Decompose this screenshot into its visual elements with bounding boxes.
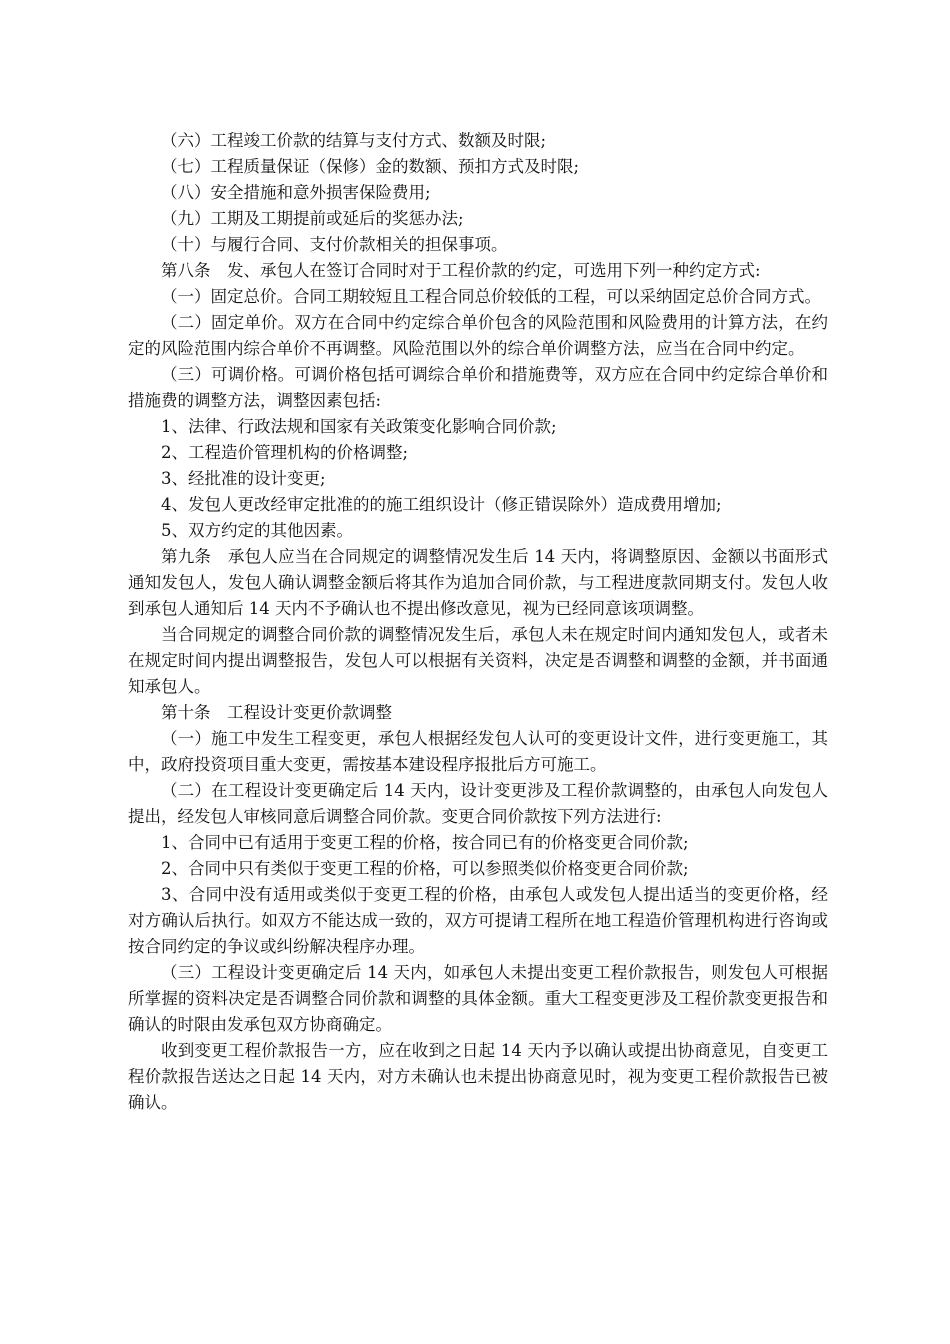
document-body — [128, 128, 828, 1116]
article-10-heading: 第十条 工程设计变更价款调整 — [161, 703, 392, 722]
article-10-item-2: （二）在工程设计变更确定后 14 天内，设计变更涉及工程价款调整的，由承包人向发包人提出，经发包人审核同意后调整合同价款。变更合同价款按下列方法进行: — [128, 781, 828, 826]
price-method-3: 3、合同中没有适用或类似于变更工程的价格，由承包人或发包人提出适当的变更价格，经对方确认后执行。如双方不能达成一致的，双方可提请工程所在地工程造价管理机构进行咨询或按合同约定的争议或纠纷解决程序办理。 — [128, 885, 828, 956]
price-method-1: 1、合同中已有适用于变更工程的价格，按合同已有的价格变更合同价款; — [161, 833, 689, 852]
article-8-adjustable-price: （三）可调价格。可调价格包括可调综合单价和措施费等，双方应在合同中约定综合单价和措施费的调整方法，调整因素包括: — [128, 365, 828, 410]
paragraph-item-8: （八）安全措施和意外损害保险费用; — [161, 183, 431, 202]
adjustment-factor-2: 2、工程造价管理机构的价格调整; — [161, 443, 409, 462]
article-9-followup-paragraph: 当合同规定的调整合同价款的调整情况发生后，承包人未在规定时间内通知发包人，或者未在规定时间内提出调整报告，发包人可以根据有关资料，决定是否调整和调整的金额，并书面通知承包人。 — [128, 625, 828, 696]
article-8-heading: 第八条 发、承包人在签订合同时对于工程价款的约定，可选用下列一种约定方式: — [161, 261, 761, 280]
paragraph-item-10: （十）与履行合同、支付价款相关的担保事项。 — [161, 235, 508, 254]
adjustment-factor-1: 1、法律、行政法规和国家有关政策变化影响合同价款; — [161, 417, 557, 436]
article-8-fixed-total-price: （一）固定总价。合同工期较短且工程合同总价较低的工程，可以采纳固定总价合同方式。 — [161, 287, 821, 306]
paragraph-item-7: （七）工程质量保证（保修）金的数额、预扣方式及时限; — [161, 157, 580, 176]
adjustment-factor-3: 3、经批准的设计变更; — [161, 469, 326, 488]
paragraph-item-6: （六）工程竣工价款的结算与支付方式、数额及时限; — [161, 131, 547, 150]
paragraph-item-9: （九）工期及工期提前或延后的奖惩办法; — [161, 209, 464, 228]
article-10-item-3: （三）工程设计变更确定后 14 天内，如承包人未提出变更工程价款报告，则发包人可根据所掌握的资料决定是否调整合同价款和调整的具体金额。重大工程变更涉及工程价款变更报告和确认的时限由发承包双方协商确定。 — [128, 963, 828, 1034]
confirmation-paragraph: 收到变更工程价款报告一方，应在收到之日起 14 天内予以确认或提出协商意见，自变更工程价款报告送达之日起 14 天内，对方未确认也未提出协商意见时，视为变更工程价款报告已被确认。 — [128, 1041, 828, 1112]
article-8-fixed-unit-price: （二）固定单价。双方在合同中约定综合单价包含的风险范围和风险费用的计算方法，在约定的风险范围内综合单价不再调整。风险范围以外的综合单价调整方法，应当在合同中约定。 — [128, 313, 828, 358]
adjustment-factor-4: 4、发包人更改经审定批准的的施工组织设计（修正错误除外）造成费用增加; — [161, 495, 722, 514]
price-method-2: 2、合同中只有类似于变更工程的价格，可以参照类似价格变更合同价款; — [161, 859, 689, 878]
adjustment-factor-5: 5、双方约定的其他因素。 — [161, 521, 353, 540]
article-10-item-1: （一）施工中发生工程变更，承包人根据经发包人认可的变更设计文件，进行变更施工，其中，政府投资项目重大变更，需按基本建设程序报批后方可施工。 — [128, 729, 828, 774]
article-9-paragraph: 第九条 承包人应当在合同规定的调整情况发生后 14 天内，将调整原因、金额以书面形式通知发包人，发包人确认调整金额后将其作为追加合同价款，与工程进度款同期支付。发包人收到承包人通知后 14 天内不予确认也不提出修改意见，视为已经同意该项调整。 — [128, 547, 828, 618]
